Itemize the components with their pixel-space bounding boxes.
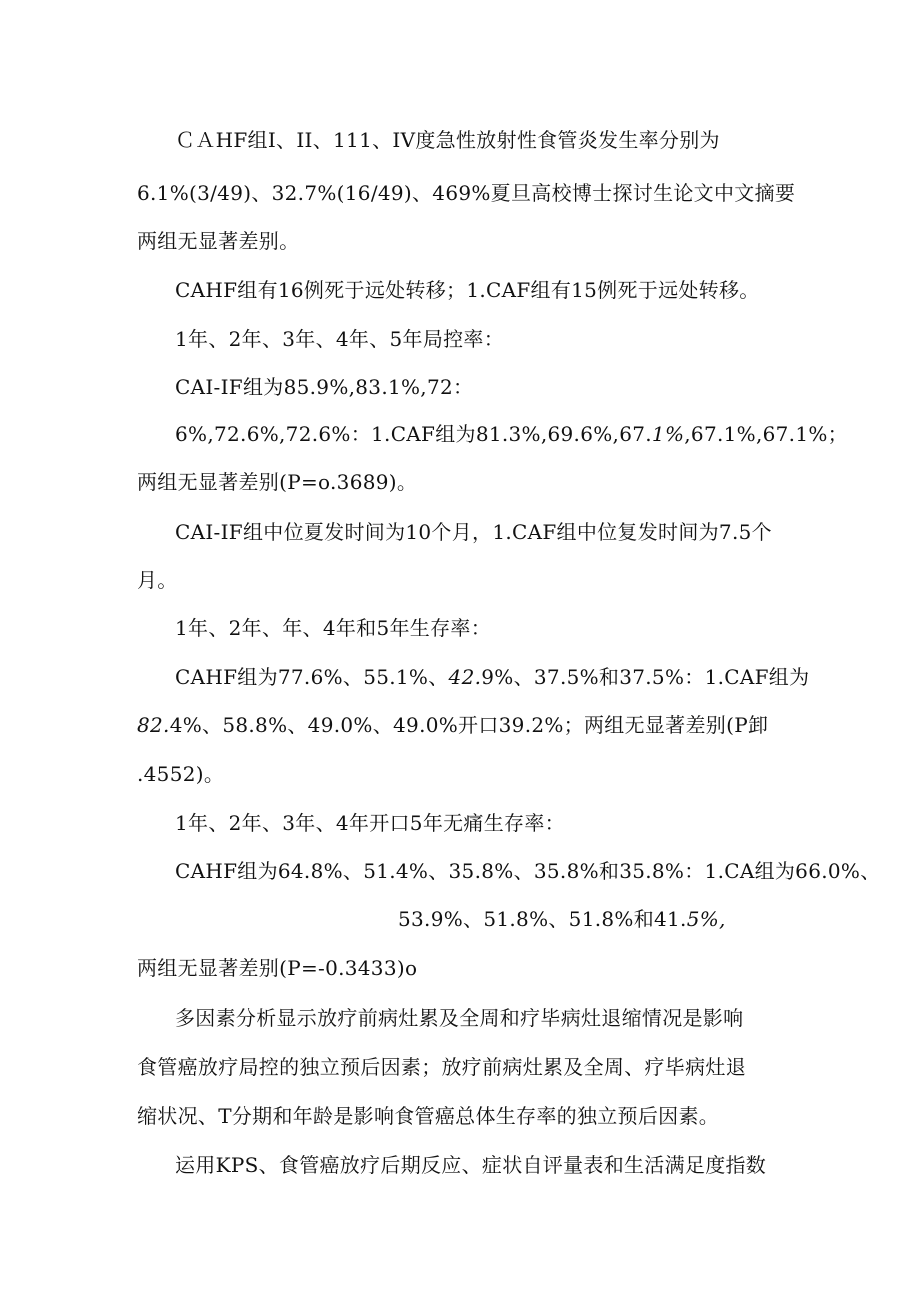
text-line-17	[398, 906, 726, 932]
text-segment: CAHF组为77.6%、55.1%、	[175, 665, 449, 689]
text-line-3: 两组无显著差别。	[137, 229, 300, 253]
text-line-12	[175, 664, 809, 690]
text-line-2: 6.1%(3/49)、32.7%(16/49)、469%夏旦高校博士探讨生论文中文摘要	[137, 181, 796, 205]
text-line-15: 1年、2年、3年、4年开口5年无痛生存率：	[175, 811, 565, 835]
text-line-10: 月。	[137, 568, 178, 592]
text-segment: 9%、37.5%和37.5%：1.CAF组为	[481, 665, 810, 689]
text-segment: 4%、58.8%、49.0%、49.0%开口39.2%；两组无显著差别(P卸	[169, 713, 769, 737]
text-line-8: 两组无显著差别(P=o.3689)。	[137, 470, 418, 494]
text-line-20: 食管癌放疗局控的独立预后因素；放疗前病灶累及全周、疗毕病灶退	[137, 1055, 746, 1079]
text-segment: ,67.1%,67.1%；	[684, 422, 848, 446]
text-line-22: 运用KPS、食管癌放疗后期反应、症状自评量表和生活满足度指数	[175, 1153, 767, 1177]
text-line-4: CAHF组有16例死于远处转移；1.CAF组有15例死于远处转移。	[175, 278, 760, 302]
text-line-13	[137, 712, 768, 738]
text-line-5: 1年、2年、3年、4年、5年局控率：	[175, 327, 505, 351]
text-line-16: CAHF组为64.8%、51.4%、35.8%、35.8%和35.8%：1.CA组为66.0%、	[175, 859, 881, 883]
text-line-9: CAI-IF组中位夏发时间为10个月，1.CAF组中位复发时间为7.5个	[175, 520, 772, 544]
italic-segment: 5%,	[686, 907, 726, 931]
text-line-14: .4552)。	[137, 762, 225, 786]
text-line-7	[175, 421, 848, 447]
text-line-19: 多因素分析显示放疗前病灶累及全周和疗毕病灶退缩情况是影响	[175, 1006, 744, 1030]
text-segment: 6%,72.6%,72.6%：1.CAF组为81.3%,69.6%,67.	[175, 422, 652, 446]
text-line-1: ＣＡHF组I、II、111、IV度急性放射性食管炎发生率分别为	[175, 128, 720, 152]
italic-segment: 82.	[137, 713, 170, 737]
text-line-21: 缩状况、T分期和年龄是影响食管癌总体生存率的独立预后因素。	[137, 1104, 720, 1128]
text-segment: 53.9%、51.8%、51.8%和41.	[398, 907, 687, 931]
italic-segment: 1%	[651, 422, 685, 446]
text-line-6: CAI-IF组为85.9%,83.1%,72：	[175, 375, 474, 399]
text-line-18: 两组无显著差别(P=-0.3433)o	[137, 956, 418, 980]
text-line-11: 1年、2年、年、4年和5年生存率：	[175, 616, 491, 640]
italic-segment: 42.	[448, 665, 482, 689]
